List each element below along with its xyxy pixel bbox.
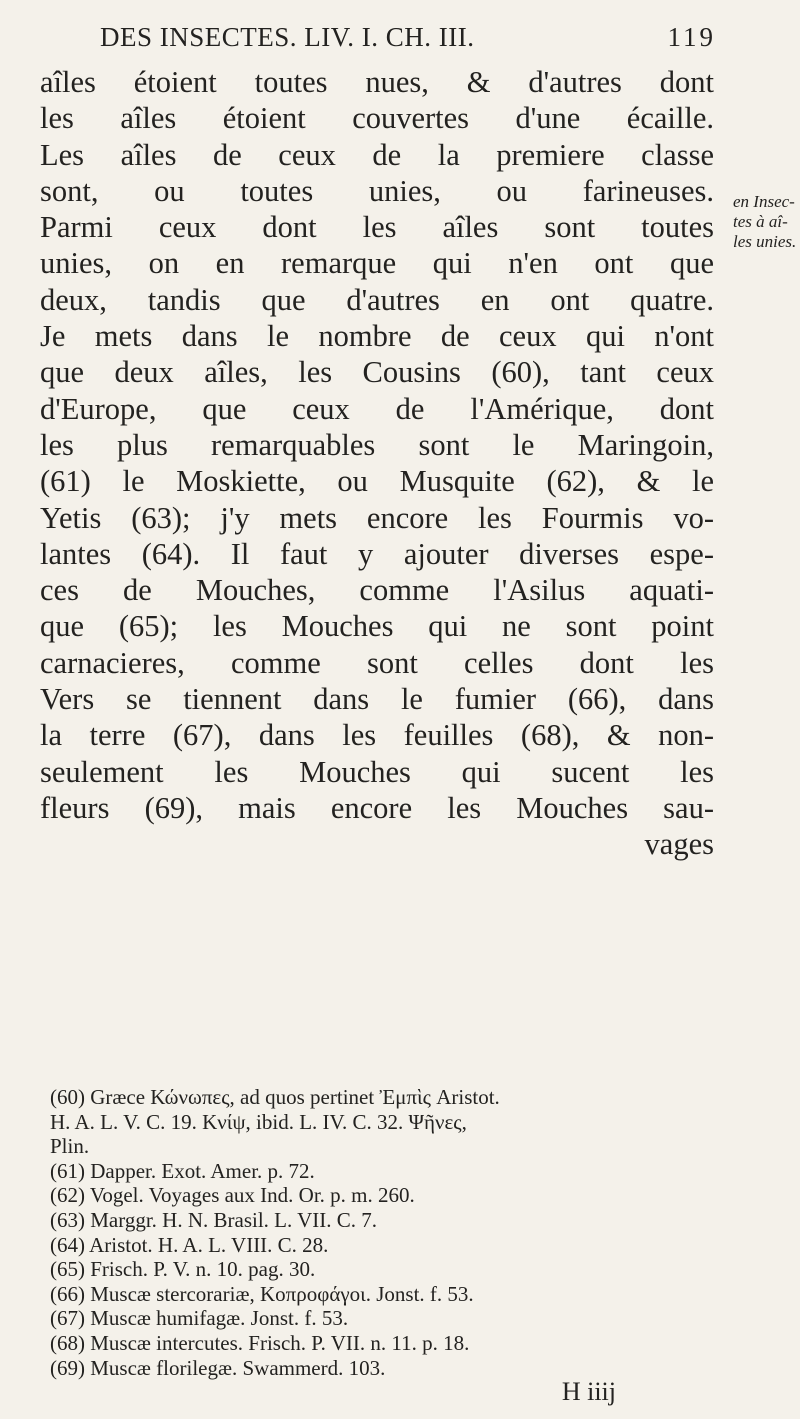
body-line: seulement les Mouches qui sucent les	[40, 754, 714, 789]
footnote: (68) Muscæ intercutes. Frisch. P. VII. n. 11. p. 18.	[50, 1330, 470, 1355]
body-line: que (65); les Mouches qui ne sont point	[40, 609, 714, 644]
signature-mark: H iiij	[561, 1377, 616, 1407]
body-line: les plus remarquables sont le Maringoin,	[40, 427, 714, 462]
footnote: (64) Aristot. H. A. L. VIII. C. 28.	[50, 1232, 329, 1257]
margin-note-line: les unies.	[733, 232, 797, 251]
body-line: deux, tandis que d'autres en ont quatre.	[40, 282, 714, 317]
body-line: aîles étoient toutes nues, & d'autres dont	[40, 65, 714, 99]
margin-note-line: en Insec-	[733, 192, 795, 211]
body-line: Yetis (63); j'y mets encore les Fourmis vo-	[40, 500, 714, 535]
body-line: la terre (67), dans les feuilles (68), & non-	[40, 718, 714, 753]
body-line: ces de Mouches, comme l'Asilus aquati-	[40, 573, 714, 608]
body-line: lantes (64). Il faut y ajouter diverses espe-	[40, 536, 714, 571]
page-number: 119	[667, 22, 716, 52]
footnote: H. A. L. V. C. 19. Κνίψ, ibid. L. IV. C. 32. Ψῆνες,	[50, 1109, 467, 1134]
footnote: (62) Vogel. Voyages aux Ind. Or. p. m. 260.	[50, 1183, 415, 1208]
body-line: sont, ou toutes unies, ou farineuses.	[40, 173, 714, 208]
footnotes	[50, 1085, 716, 1405]
margin-note	[733, 192, 799, 252]
body-line: d'Europe, que ceux de l'Amérique, dont	[40, 391, 714, 426]
running-title: DES INSECTES. LIV. I. CH. III.	[100, 22, 475, 52]
body-line: les aîles étoient couvertes d'une écaille.	[40, 101, 714, 136]
body-line: fleurs (69), mais encore les Mouches sau-	[40, 790, 714, 825]
running-header	[100, 22, 716, 53]
footnote: (67) Muscæ humifagæ. Jonst. f. 53.	[50, 1306, 349, 1331]
body-line: vages	[644, 827, 714, 862]
footnote: (61) Dapper. Exot. Amer. p. 72.	[50, 1158, 315, 1183]
body-line: Vers se tiennent dans le fumier (66), dans	[40, 682, 714, 717]
footnote: (63) Marggr. H. N. Brasil. L. VII. C. 7.	[50, 1207, 378, 1232]
footnote: (60) Græce Κώνωπες, ad quos pertinet Ἐμπὶς Aristot.	[50, 1085, 500, 1109]
footnote: (65) Frisch. P. V. n. 10. pag. 30.	[50, 1257, 316, 1282]
body-line: que deux aîles, les Cousins (60), tant ceux	[40, 355, 714, 390]
body-line: Les aîles de ceux de la premiere classe	[40, 137, 714, 172]
footnote: Plin.	[50, 1134, 90, 1159]
footnote: (66) Muscæ stercorariæ, Κοπροφάγοι. Jonst. f. 53.	[50, 1281, 474, 1306]
body-text	[40, 64, 714, 863]
footnote: (69) Muscæ florilegæ. Swammerd. 103.	[50, 1355, 386, 1380]
body-line: unies, on en remarque qui n'en ont que	[40, 246, 714, 281]
body-line: carnacieres, comme sont celles dont les	[40, 645, 714, 680]
margin-note-line: tes à aî-	[733, 212, 788, 231]
body-line: Parmi ceux dont les aîles sont toutes	[40, 210, 714, 245]
body-line: (61) le Moskiette, ou Musquite (62), & le	[40, 464, 714, 499]
body-line: Je mets dans le nombre de ceux qui n'ont	[40, 319, 714, 354]
